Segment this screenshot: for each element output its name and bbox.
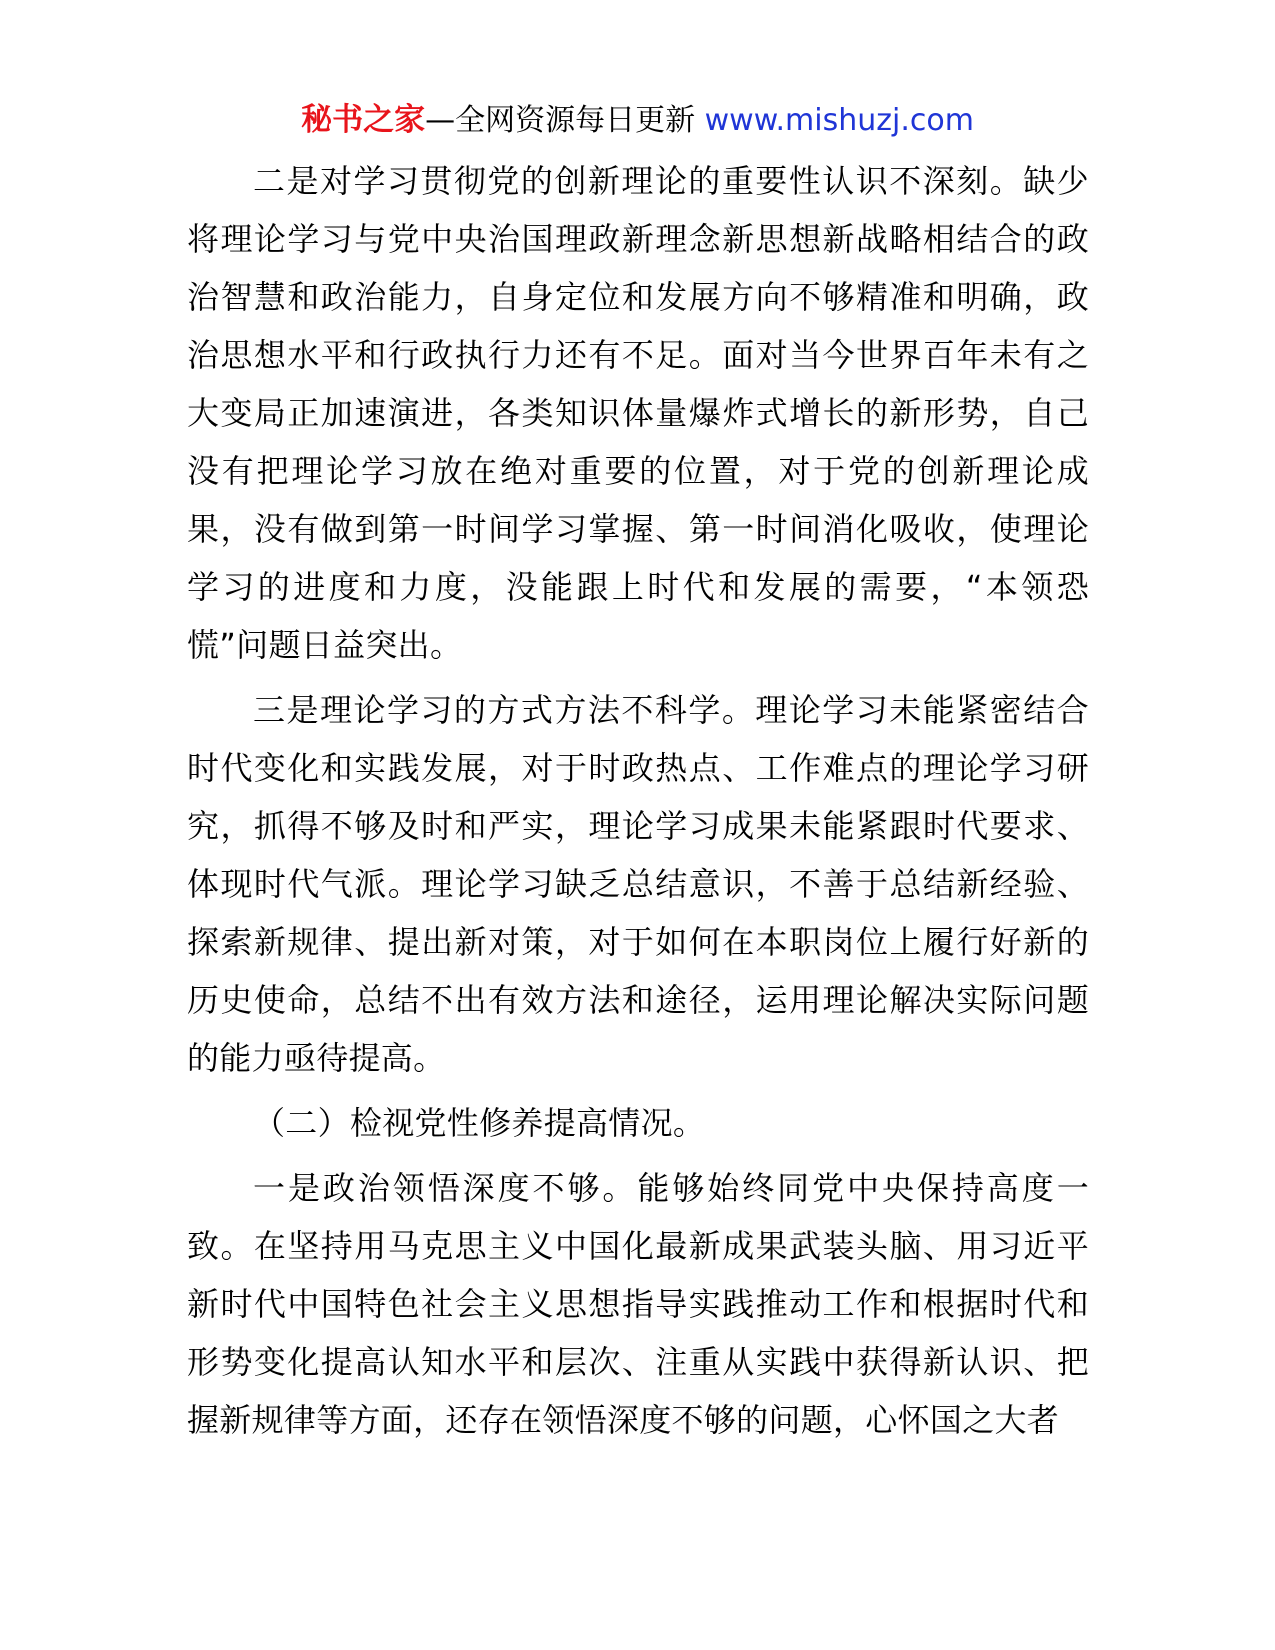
paragraph-point-two: 二是对学习贯彻党的创新理论的重要性认识不深刻。缺少将理论学习与党中央治国理政新理念新思想新战略相结合的政治智慧和政治能力，自身定位和发展方向不够精准和明确，政治思想水平和行政执行力还有不足。面对当今世界百年未有之大变局正加速演进，各类知识体量爆炸式增长的新形势，自己没有把理论学习放在绝对重要的位置，对于党的创新理论成果，没有做到第一时间学习掌握、第一时间消化吸收，使理论学习的进度和力度，没能跟上时代和发展的需要，“本领恐慌”问题日益突出。 xyxy=(187,162,1089,664)
site-tagline: —全网资源每日更新 xyxy=(425,103,696,138)
site-brand: 秘书之家 xyxy=(301,102,426,138)
site-url-link[interactable]: www.mishuzj.com xyxy=(704,103,974,138)
paragraph-point-three: 三是理论学习的方式方法不科学。理论学习未能紧密结合时代变化和实践发展，对于时政热点、工作难点的理论学习研究，抓得不够及时和严实，理论学习成果未能紧跟时代要求、体现时代气派。理论学习缺乏总结意识，不善于总结新经验、探索新规律、提出新对策，对于如何在本职岗位上履行好新的历史使命，总结不出有效方法和途径，运用理论解决实际问题的能力亟待提高。 xyxy=(187,691,1089,1077)
section-heading-party-spirit: （二）检视党性修养提高情况。 xyxy=(253,1104,706,1142)
document-body xyxy=(187,152,1089,1456)
page-header xyxy=(0,98,1275,143)
paragraph-point-one: 一是政治领悟深度不够。能够始终同党中央保持高度一致。在坚持用马克思主义中国化最新成果武装头脑、用习近平新时代中国特色社会主义思想指导实践推动工作和根据时代和形势变化提高认知水平和层次、注重从实践中获得新认识、把握新规律等方面，还存在领悟深度不够的问题，心怀国之大者 xyxy=(187,1169,1089,1439)
